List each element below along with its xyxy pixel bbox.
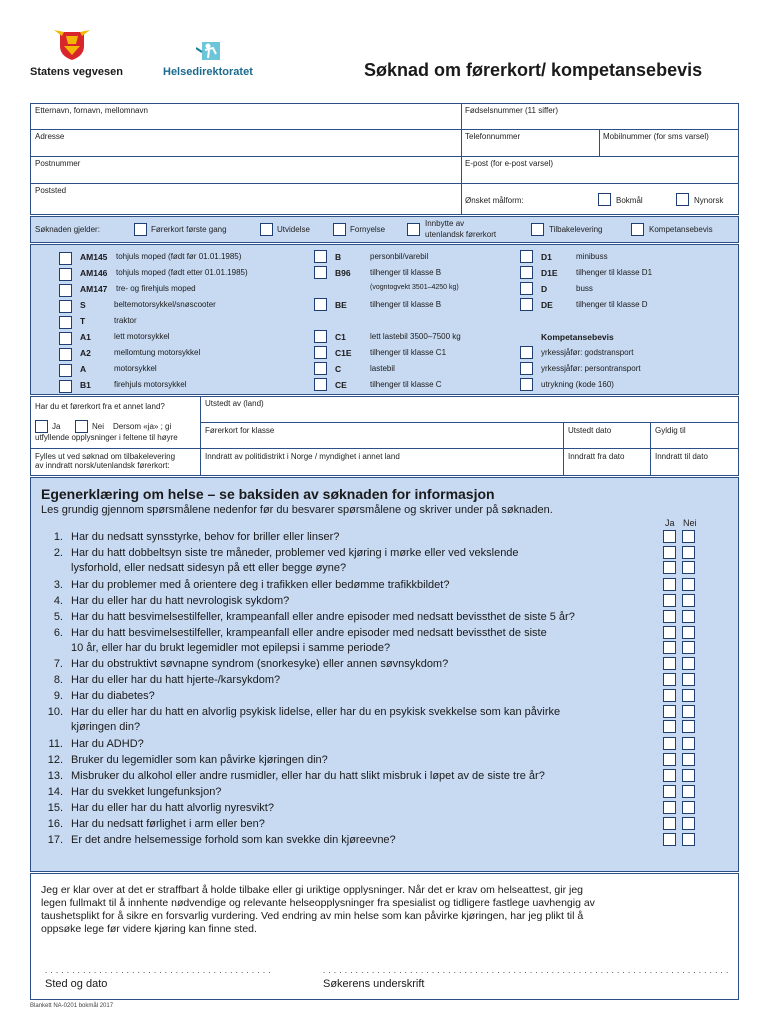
health-title: Egenerklæring om helse – se baksiden av søknaden for informasjon [41, 486, 495, 502]
yes-checkbox[interactable] [663, 737, 676, 750]
class-code: AM147 [80, 284, 108, 294]
class-desc: tilhenger til klasse C [370, 380, 442, 389]
class-desc: lett motorsykkel [114, 332, 170, 341]
class-code: CE [335, 380, 347, 390]
health-question-5 [41, 610, 731, 625]
class-code: C1 [335, 332, 346, 342]
health-declaration-box [30, 477, 739, 872]
competence-emergency-checkbox[interactable] [520, 378, 533, 391]
health-question-7 [41, 657, 731, 672]
application-type-box [30, 216, 739, 243]
question-text: Har du nedsatt synsstyrke, behov for briller eller linser? [71, 531, 340, 543]
class-checkbox-d1e[interactable] [520, 266, 533, 279]
question-number: 14. [47, 785, 63, 798]
yes-checkbox[interactable] [663, 578, 676, 591]
language-label: Ønsket målform: [465, 196, 524, 205]
question-text: Er det andre helsemessige forhold som kan svekke din kjøreevne? [71, 833, 396, 846]
question-text: Har du eller har du hatt hjerte-/karsykdom? [71, 674, 281, 687]
shield-icon [52, 26, 92, 62]
competence-emergency-label: utrykning (kode 160) [541, 380, 614, 389]
question-text: Har du hatt besvimelsestilfeller, krampeanfall eller andre episoder med nedsatt bevissthet de siste 5 år? [71, 610, 575, 623]
license-class-field[interactable]: Førerkort for klasse [205, 426, 275, 435]
class-desc: tilhenger til klasse B [370, 300, 442, 309]
declaration-line-3: taushetsplikt for å sikre en forsvarlig vurdering. Ved endring av min helse som kan påvirke kjøringen, har jeg plikt til å [41, 910, 584, 922]
yes-checkbox[interactable] [663, 561, 676, 574]
question-number: 2. [53, 547, 63, 559]
question-text: Har du svekket lungefunksjon? [71, 785, 222, 798]
question-text: Bruker du legemidler som kan påvirke kjøringen din? [71, 753, 328, 766]
health-intro: Les grundig gjennom spørsmålene nedenfor før du besvarer spørsmålene og skriver under på søknaden. [41, 504, 553, 516]
health-question-4 [41, 594, 731, 609]
yes-checkbox[interactable] [663, 673, 676, 686]
question-text: Misbruker du alkohol eller andre rusmidler, eller har du hatt slikt misbruk i løpet av de siste tre år? [71, 769, 545, 782]
no-checkbox[interactable] [682, 817, 695, 830]
no-checkbox[interactable] [682, 705, 695, 718]
class-column-3 [520, 250, 735, 392]
class-code: A2 [80, 348, 91, 358]
nynorsk-label: Nynorsk [694, 196, 724, 205]
question-number: 3. [53, 578, 63, 591]
class-checkbox-de[interactable] [520, 298, 533, 311]
question-number: 1. [53, 531, 63, 543]
address-field[interactable]: Adresse [35, 132, 65, 141]
yes-checkbox[interactable] [663, 530, 676, 543]
class-checkbox-d[interactable] [520, 282, 533, 295]
health-question-11 [41, 737, 731, 752]
class-code: T [80, 316, 86, 326]
competence-title: Kompetansebevis [541, 332, 614, 342]
health-question-17 [41, 833, 731, 848]
bokmal-checkbox[interactable] [598, 193, 611, 206]
personal-info-box [30, 103, 739, 215]
no-checkbox[interactable] [682, 737, 695, 750]
foreign-no-checkbox[interactable] [75, 420, 88, 433]
question-text-cont: 10 år, eller har du brukt legemidler mot epilepsi i samme periode? [71, 641, 391, 654]
class-desc: beltemotorsykkel/snøscooter [114, 300, 216, 309]
class-desc: personbil/varebil [370, 252, 429, 261]
question-number: 12. [47, 753, 63, 766]
question-number: 16. [47, 817, 63, 830]
email-field[interactable]: E-post (for e-post varsel) [465, 159, 554, 168]
yes-checkbox[interactable] [663, 610, 676, 623]
question-text: Har du eller har du hatt alvorlig nyresvikt? [71, 801, 274, 814]
no-checkbox[interactable] [682, 641, 695, 654]
page-title: Søknad om førerkort/ kompetansebevis [364, 60, 703, 80]
question-text: Har du obstruktivt søvnapne syndrom (snorkesyke) eller annen søvnsykdom? [71, 658, 449, 671]
question-number: 6. [53, 626, 63, 639]
signature-line[interactable]: . . . . . . . . . . . . . . . . . . . . . . . . . . . . . . . . . . . . . . . . . . . . . . . . . . . . . . . . . . . . . . . . . . . . . . . . . . . [323, 966, 729, 975]
no-checkbox[interactable] [682, 594, 695, 607]
no-checkbox[interactable] [682, 720, 695, 733]
competence-goods-label: yrkessjåfør: godstransport [541, 348, 634, 357]
question-number: 7. [53, 658, 63, 671]
question-text: Har du nedsatt førlighet i arm eller ben? [71, 817, 265, 830]
class-code: C1E [335, 348, 352, 358]
foreign-license-box [30, 396, 739, 476]
class-checkbox-c1e[interactable] [314, 346, 327, 359]
competence-label: Kompetansebevis [649, 225, 713, 234]
health-question-8 [41, 673, 731, 688]
class-checkbox[interactable] [59, 268, 72, 281]
class-desc: tohjuls moped (født etter 01.01.1985) [116, 268, 248, 277]
no-checkbox[interactable] [682, 546, 695, 559]
class-note: (vogntogvekt 3501–4250 kg) [370, 284, 459, 291]
yes-checkbox[interactable] [663, 657, 676, 670]
class-code: S [80, 300, 86, 310]
class-checkbox[interactable] [59, 364, 72, 377]
health-question-3 [41, 578, 731, 593]
no-column-header: Nei [683, 518, 697, 528]
city-field[interactable]: Poststed [35, 186, 67, 195]
renewal-checkbox[interactable] [333, 223, 346, 236]
yes-checkbox[interactable] [663, 626, 676, 639]
class-checkbox-b[interactable] [314, 250, 327, 263]
no-checkbox[interactable] [682, 626, 695, 639]
question-text: Har du diabetes? [71, 690, 155, 703]
class-desc: tilhenger til klasse D1 [576, 268, 653, 277]
class-desc: mellomtung motorsykkel [114, 348, 201, 357]
declaration-line-4: oppsøke lege før videre kjøring kan finne sted. [41, 923, 257, 935]
question-text: Har du problemer med å orientere deg i trafikken eller bedømme trafikkbildet? [71, 578, 450, 591]
declaration-line-1: Jeg er klar over at det er straffbart å holde tilbake eller gi uriktige opplysninger. Når det er krav om helseattest, gir jeg [41, 884, 583, 896]
declaration-line-2: legen fullmakt til å innhente nødvendige og relevante helseopplysninger fra spesialist og tidligere fastlege uavhengig av [41, 897, 595, 909]
nynorsk-checkbox[interactable] [676, 193, 689, 206]
no-checkbox[interactable] [682, 657, 695, 670]
signature-box [30, 873, 739, 1000]
postal-code-field[interactable]: Postnummer [35, 159, 81, 168]
class-checkbox[interactable] [59, 348, 72, 361]
class-desc: tilhenger til klasse B [370, 268, 442, 277]
yes-checkbox[interactable] [663, 753, 676, 766]
health-question-13 [41, 769, 731, 784]
question-number: 4. [53, 594, 63, 607]
bokmal-label: Bokmål [616, 196, 643, 205]
return-label: Tilbakelevering [549, 225, 603, 234]
helsedirektoratet-logo [196, 40, 224, 62]
question-number: 9. [53, 690, 63, 703]
no-checkbox[interactable] [682, 833, 695, 846]
class-code: DE [541, 300, 553, 310]
class-desc: tilhenger til klasse C1 [370, 348, 447, 357]
yes-checkbox[interactable] [663, 594, 676, 607]
yes-checkbox[interactable] [663, 801, 676, 814]
health-question-16 [41, 817, 731, 832]
question-text: Har du hatt besvimelsestilfeller, krampeanfall eller andre episoder med nedsatt bevissthet de siste [71, 626, 547, 639]
question-text: Har du eller har du hatt en alvorlig psykisk lidelse, eller har du en psykisk svekkelse som kan påvirke [71, 706, 561, 719]
class-desc: minibuss [576, 252, 608, 261]
class-checkbox-c1[interactable] [314, 330, 327, 343]
class-desc: traktor [114, 316, 137, 325]
health-question-2 [41, 546, 731, 576]
question-text: Har du hatt dobbeltsyn siste tre måneder, problemer ved kjøring i mørke eller ved vekslende [71, 547, 519, 559]
class-code: B96 [335, 268, 351, 278]
health-question-15 [41, 801, 731, 816]
valid-to-field[interactable]: Gyldig til [655, 426, 686, 435]
question-list [41, 530, 731, 850]
application-label: Søknaden gjelder: [35, 225, 100, 234]
class-code: D1 [541, 252, 552, 262]
org-name-vegvesen: Statens vegvesen [30, 66, 123, 78]
class-checkbox[interactable] [59, 332, 72, 345]
class-desc: tohjuls moped (født før 01.01.1985) [116, 252, 242, 261]
exchange-label-2: utenlandsk førerkort [425, 230, 497, 239]
class-code: B [335, 252, 342, 262]
yes-checkbox[interactable] [663, 817, 676, 830]
statens-vegvesen-logo [52, 26, 92, 62]
yes-checkbox[interactable] [663, 785, 676, 798]
class-desc: firehjuls motorsykkel [114, 380, 187, 389]
class-code: B1 [80, 380, 91, 390]
question-number: 11. [48, 737, 63, 750]
class-desc: tre- og firehjuls moped [116, 284, 196, 293]
class-desc: lastebil [370, 364, 395, 373]
birth-number-field[interactable]: Fødselsnummer (11 siffer) [465, 106, 559, 115]
question-text-cont: kjøringen din? [71, 721, 141, 734]
question-number: 17. [47, 833, 63, 846]
class-code: AM146 [80, 268, 108, 278]
question-number: 15. [47, 801, 63, 814]
no-checkbox[interactable] [682, 801, 695, 814]
place-date-label: Sted og dato [45, 978, 108, 990]
no-checkbox[interactable] [682, 753, 695, 766]
form-footer: Blankett NA-0201 bokmål 2017 [30, 1003, 114, 1009]
class-desc: buss [576, 284, 593, 293]
question-text: Har du eller har du hatt nevrologisk sykdom? [71, 594, 290, 607]
class-desc: tilhenger til klasse D [576, 300, 648, 309]
no-checkbox[interactable] [682, 578, 695, 591]
org-name-helsedir: Helsedirektoratet [163, 66, 253, 78]
health-question-6 [41, 626, 731, 656]
exchange-label-1: Innbytte av [425, 219, 465, 228]
name-field[interactable]: Etternavn, fornavn, mellomnavn [35, 106, 148, 115]
class-checkbox-c[interactable] [314, 362, 327, 375]
revoked-by-field[interactable]: Inndratt av politidistrikt i Norge / myndighet i annet land [205, 452, 400, 461]
class-checkbox-b96[interactable] [314, 266, 327, 279]
yes-checkbox[interactable] [663, 769, 676, 782]
competence-passenger-label: yrkessjåfør: persontransport [541, 364, 641, 373]
return-checkbox[interactable] [531, 223, 544, 236]
health-question-12 [41, 753, 731, 768]
class-checkbox[interactable] [59, 284, 72, 297]
no-checkbox[interactable] [682, 769, 695, 782]
class-code: D1E [541, 268, 558, 278]
yes-checkbox[interactable] [663, 833, 676, 846]
health-question-1 [41, 530, 731, 545]
return-note-2: av inndratt norsk/utenlandsk førerkort: [35, 461, 170, 470]
foreign-no-label: Nei [92, 422, 105, 431]
foreign-license-question: Har du et førerkort fra et annet land? [35, 402, 165, 411]
question-text-cont: lysforhold, eller nedsatt sidesyn på ett eller begge øyne? [71, 562, 347, 574]
first-time-checkbox[interactable] [134, 223, 147, 236]
class-column-2 [314, 250, 514, 392]
health-question-10 [41, 705, 731, 735]
yes-checkbox[interactable] [663, 705, 676, 718]
question-number: 5. [53, 610, 63, 623]
foreign-yes-label: Ja [52, 422, 61, 431]
extension-checkbox[interactable] [260, 223, 273, 236]
class-checkbox-ce[interactable] [314, 378, 327, 391]
yes-column-header: Ja [665, 518, 675, 528]
class-desc: motorsykkel [114, 364, 157, 373]
yes-checkbox[interactable] [663, 720, 676, 733]
question-text: Har du ADHD? [71, 737, 144, 750]
exchange-checkbox[interactable] [407, 223, 420, 236]
class-row-b1[interactable] [59, 378, 72, 396]
class-desc: lett lastebil 3500–7500 kg [370, 332, 461, 341]
class-checkbox[interactable] [59, 252, 72, 265]
revoked-to-field[interactable]: Inndratt til dato [655, 452, 708, 461]
question-number: 10. [47, 706, 63, 719]
class-checkbox[interactable] [59, 316, 72, 329]
class-code: BE [335, 300, 347, 310]
competence-goods-checkbox[interactable] [520, 346, 533, 359]
foreign-note-2: utfyllende opplysninger i feltene til høyre [35, 433, 178, 442]
class-column-1 [59, 250, 319, 392]
issued-country-field[interactable]: Utstedt av (land) [205, 399, 264, 408]
return-note-1: Fylles ut ved søknad om tilbakelevering [35, 452, 176, 461]
competence-checkbox[interactable] [631, 223, 644, 236]
revoked-from-field[interactable]: Inndratt fra dato [568, 452, 625, 461]
class-checkbox-be[interactable] [314, 298, 327, 311]
extension-label: Utvidelse [277, 225, 310, 234]
no-checkbox[interactable] [682, 561, 695, 574]
class-code: AM145 [80, 252, 108, 262]
question-number: 8. [53, 674, 63, 687]
question-number: 13. [47, 769, 63, 782]
yes-checkbox[interactable] [663, 641, 676, 654]
license-classes-box [30, 244, 739, 395]
competence-passenger-checkbox[interactable] [520, 362, 533, 375]
class-checkbox[interactable] [59, 300, 72, 313]
issued-date-field[interactable]: Utstedt dato [568, 426, 612, 435]
foreign-yes-checkbox[interactable] [35, 420, 48, 433]
health-question-9 [41, 689, 731, 704]
signature-label: Søkerens underskrift [323, 978, 425, 990]
renewal-label: Fornyelse [350, 225, 386, 234]
class-code: A [80, 364, 87, 374]
foreign-note-1: Dersom «ja» ; gi [113, 422, 172, 431]
no-checkbox[interactable] [682, 785, 695, 798]
no-checkbox[interactable] [682, 689, 695, 702]
yes-checkbox[interactable] [663, 689, 676, 702]
phone-field[interactable]: Telefonnummer [465, 132, 521, 141]
class-code: A1 [80, 332, 91, 342]
mobile-field[interactable]: Mobilnummer (for sms varsel) [603, 132, 709, 141]
class-code: D [541, 284, 548, 294]
no-checkbox[interactable] [682, 610, 695, 623]
class-checkbox[interactable] [59, 380, 72, 393]
health-question-14 [41, 785, 731, 800]
first-time-label: Førerkort første gang [151, 225, 227, 234]
yes-checkbox[interactable] [663, 546, 676, 559]
person-icon [196, 40, 224, 62]
no-checkbox[interactable] [682, 673, 695, 686]
no-checkbox[interactable] [682, 530, 695, 543]
place-date-line[interactable]: . . . . . . . . . . . . . . . . . . . . . . . . . . . . . . . . . . . . . . . . . . [45, 966, 271, 975]
class-code: C [335, 364, 342, 374]
class-checkbox-d1[interactable] [520, 250, 533, 263]
